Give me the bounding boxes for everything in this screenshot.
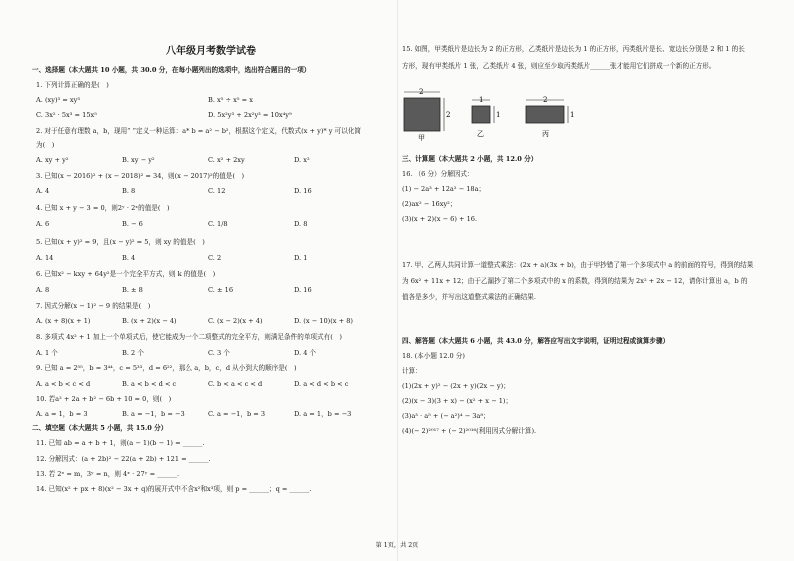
q8-option-d: D. 4 个 bbox=[294, 349, 317, 357]
q11-stem: 11. 已知 ab = a + b + 1，则(a − 1)(b − 1) = ______. bbox=[36, 439, 205, 447]
q6-option-a: A. 8 bbox=[36, 286, 50, 294]
q7-option-b: B. (x + 2)(x − 4) bbox=[122, 317, 177, 325]
q7-stem: 7. 因式分解(x − 1)² − 9 的结果是( ) bbox=[36, 302, 151, 310]
q6-option-b: B. ± 8 bbox=[122, 286, 143, 294]
q3-option-c: C. 12 bbox=[208, 187, 226, 195]
figure-bing-label: 丙 bbox=[542, 130, 549, 138]
q2-stem-line1: 2. 对于任意有理数 a，b，现用“ ”定义一种运算：a* b = a² − b²，根据这个定义，代数式(x + y)* y 可以化简 bbox=[36, 127, 362, 135]
q18-part4: (4)(− 2)²⁰¹⁷ + (− 2)²⁰¹⁶(利用因式分解计算). bbox=[402, 427, 537, 435]
q8-stem: 8. 多项式 4x² + 1 加上一个单项式后，使它能成为一个二项整式的完全平方，则满足条件的单项式有( ) bbox=[36, 333, 342, 341]
section-fill-heading: 二、填空题（本大题共 5 小题，共 15.0 分） bbox=[32, 424, 168, 432]
q1-option-d: D. 5x²y³ + 2x²y³ = 10x⁴y⁹ bbox=[208, 111, 292, 119]
q9-option-c: C. b < a < c < d bbox=[208, 380, 263, 388]
section-answer-heading: 四、解答题（本大题共 6 小题，共 43.0 分，解答应写出文字说明，证明过程或演算步骤） bbox=[402, 337, 670, 345]
q18-part3: (3)a³ · a⁵ + (− a²)⁴ − 3a⁸； bbox=[402, 412, 490, 420]
page-footer: 第 1页，共 2页 bbox=[375, 542, 419, 549]
q1-stem: 1. 下列计算正确的是( ) bbox=[36, 81, 109, 89]
q14-stem: 14. 已知(x² + px + 8)(x² − 3x + q)的展开式中不含x²和x³项，则 p = ______；q = ______. bbox=[36, 485, 312, 493]
q4-option-c: C. 1/8 bbox=[208, 220, 228, 228]
q5-option-a: A. 14 bbox=[36, 254, 54, 262]
q4-stem: 4. 已知 x + y − 3 = 0，则2ʸ · 2ˣ的值是( ) bbox=[36, 204, 170, 212]
q2-option-b: B. xy − y² bbox=[122, 156, 155, 164]
q17-line1: 17. 甲、乙两人共同计算一道整式乘法：(2x + a)(3x + b)，由于甲抄错了第一个多项式中 a 的前面的符号，得到的结果 bbox=[402, 261, 754, 269]
q10-option-b: B. a = −1，b = −3 bbox=[122, 410, 185, 418]
exam-title: 八年级月考数学试卷 bbox=[166, 46, 256, 57]
q6-stem: 6. 已知x² − kxy + 64y²是一个完全平方式，则 k 的值是( ) bbox=[36, 270, 216, 278]
q10-option-a: A. a = 1，b = 3 bbox=[36, 410, 88, 418]
q10-stem: 10. 若a² + 2a + b² − 6b + 10 = 0，则( ) bbox=[36, 395, 172, 403]
q9-option-d: D. a < d < b < c bbox=[294, 380, 349, 388]
q7-option-a: A. (x + 8)(x + 1) bbox=[36, 317, 91, 325]
q13-stem: 13. 若 2ˣ = m，3ʸ = n，则 4ˣ · 27ʸ = ______. bbox=[36, 470, 180, 478]
q3-stem: 3. 已知(x − 2016)² + (x − 2018)² = 34，则(x − 2017)²的值是( ) bbox=[36, 172, 245, 180]
page-fold-divider bbox=[397, 0, 398, 561]
q18-stem: 18. (本小题 12.0 分) bbox=[402, 352, 465, 360]
q2-stem-line2: 为( ) bbox=[36, 141, 55, 149]
section-choice-heading: 一、选择题（本大题共 10 小题，共 30.0 分，在每小题列出的选项中，选出符合题目的一项） bbox=[32, 66, 311, 74]
q1-option-b: B. x⁵ ÷ x⁵ = x bbox=[208, 96, 253, 104]
q15-figure bbox=[402, 86, 772, 152]
figure-yi-top-length: 1 bbox=[479, 96, 484, 104]
q8-option-b: B. 2 个 bbox=[122, 349, 144, 357]
q4-option-a: A. 6 bbox=[36, 220, 50, 228]
figure-yi-label: 乙 bbox=[477, 130, 484, 138]
q17-line3: 值各是多少，并写出这道整式乘法的正确结果. bbox=[402, 293, 536, 301]
q15-line1: 15. 如图，甲类纸片是边长为 2 的正方形，乙类纸片是边长为 1 的正方形，丙类纸片是长、宽边长分别是 2 和 1 的长 bbox=[402, 45, 745, 53]
figure-bing-top-length: 2 bbox=[543, 96, 548, 104]
q4-option-d: D. 8 bbox=[294, 220, 308, 228]
q15-line2: 方形，现有甲类纸片 1 张，乙类纸片 4 张，则应至少取丙类纸片______张才能用它们拼成一个新的正方形。 bbox=[402, 62, 716, 70]
section-calc-heading: 三、计算题（本大题共 2 小题，共 12.0 分） bbox=[402, 155, 538, 163]
figure-bing-side-length: 1 bbox=[570, 111, 575, 119]
q3-option-a: A. 4 bbox=[36, 187, 50, 195]
q16-stem: 16. （6 分）分解因式： bbox=[402, 170, 474, 178]
q5-option-d: D. 1 bbox=[294, 254, 308, 262]
q18-part1: (1)(2x + y)² − (2x + y)(2x − y)； bbox=[402, 382, 510, 390]
q7-option-d: D. (x − 10)(x + 8) bbox=[294, 317, 353, 325]
figure-jia-top-length: 2 bbox=[419, 88, 424, 96]
q5-option-b: B. 4 bbox=[122, 254, 136, 262]
q12-stem: 12. 分解因式：(a + 2b)² − 22(a + 2b) + 121 = ______. bbox=[36, 455, 211, 463]
q9-stem: 9. 已知 a = 2⁵⁵，b = 3⁴⁴，c = 5³³，d = 6²²，那么 a，b，c，d 从小到大的顺序是( ) bbox=[36, 364, 297, 372]
q8-option-c: C. 3 个 bbox=[208, 349, 230, 357]
q7-option-c: C. (x − 2)(x + 4) bbox=[208, 317, 263, 325]
q5-stem: 5. 已知(x + y)² = 9，且(x − y)² = 5，则 xy 的值是( ) bbox=[36, 238, 205, 246]
q1-option-a: A. (xy)³ = xy³ bbox=[36, 96, 80, 104]
q18-part2: (2)(x − 3)(3 + x) − (x² + x − 1)； bbox=[402, 397, 513, 405]
q10-option-d: D. a = 1，b = −3 bbox=[294, 410, 352, 418]
q6-option-d: D. 16 bbox=[294, 286, 312, 294]
q6-option-c: C. ± 16 bbox=[208, 286, 234, 294]
q3-option-b: B. 8 bbox=[122, 187, 136, 195]
q9-option-a: A. a < b < c < d bbox=[36, 380, 91, 388]
q2-option-d: D. x² bbox=[294, 156, 310, 164]
figure-jia-label: 甲 bbox=[418, 134, 425, 142]
q18-instruction: 计算： bbox=[402, 367, 422, 375]
q9-option-b: B. a < b < d < c bbox=[122, 380, 177, 388]
q2-option-c: C. x² + 2xy bbox=[208, 156, 245, 164]
q3-option-d: D. 16 bbox=[294, 187, 312, 195]
figure-jia-square bbox=[404, 92, 444, 131]
q16-part2: (2)ax² − 16xy²； bbox=[402, 200, 457, 208]
q2-option-a: A. xy + y² bbox=[36, 156, 69, 164]
q17-line2: 为 6x² + 11x + 12；由于乙漏抄了第二个多项式中的 x 的系数，得到的结果为 2x² + 2x − 12，请你计算出 a，b 的 bbox=[402, 277, 748, 285]
q16-part3: (3)(x + 2)(x − 6) + 16. bbox=[402, 215, 478, 223]
q5-option-c: C. 2 bbox=[208, 254, 222, 262]
q8-option-a: A. 1 个 bbox=[36, 349, 58, 357]
figure-jia-side-length: 2 bbox=[446, 111, 451, 119]
q4-option-b: B. − 6 bbox=[122, 220, 143, 228]
q1-option-c: C. 3x² · 5x³ = 15x⁵ bbox=[36, 111, 97, 119]
q10-option-c: C. a = −1，b = 3 bbox=[208, 410, 266, 418]
figure-yi-side-length: 1 bbox=[496, 111, 501, 119]
q16-part1: (1) − 2a³ + 12a² − 18a； bbox=[402, 185, 486, 193]
